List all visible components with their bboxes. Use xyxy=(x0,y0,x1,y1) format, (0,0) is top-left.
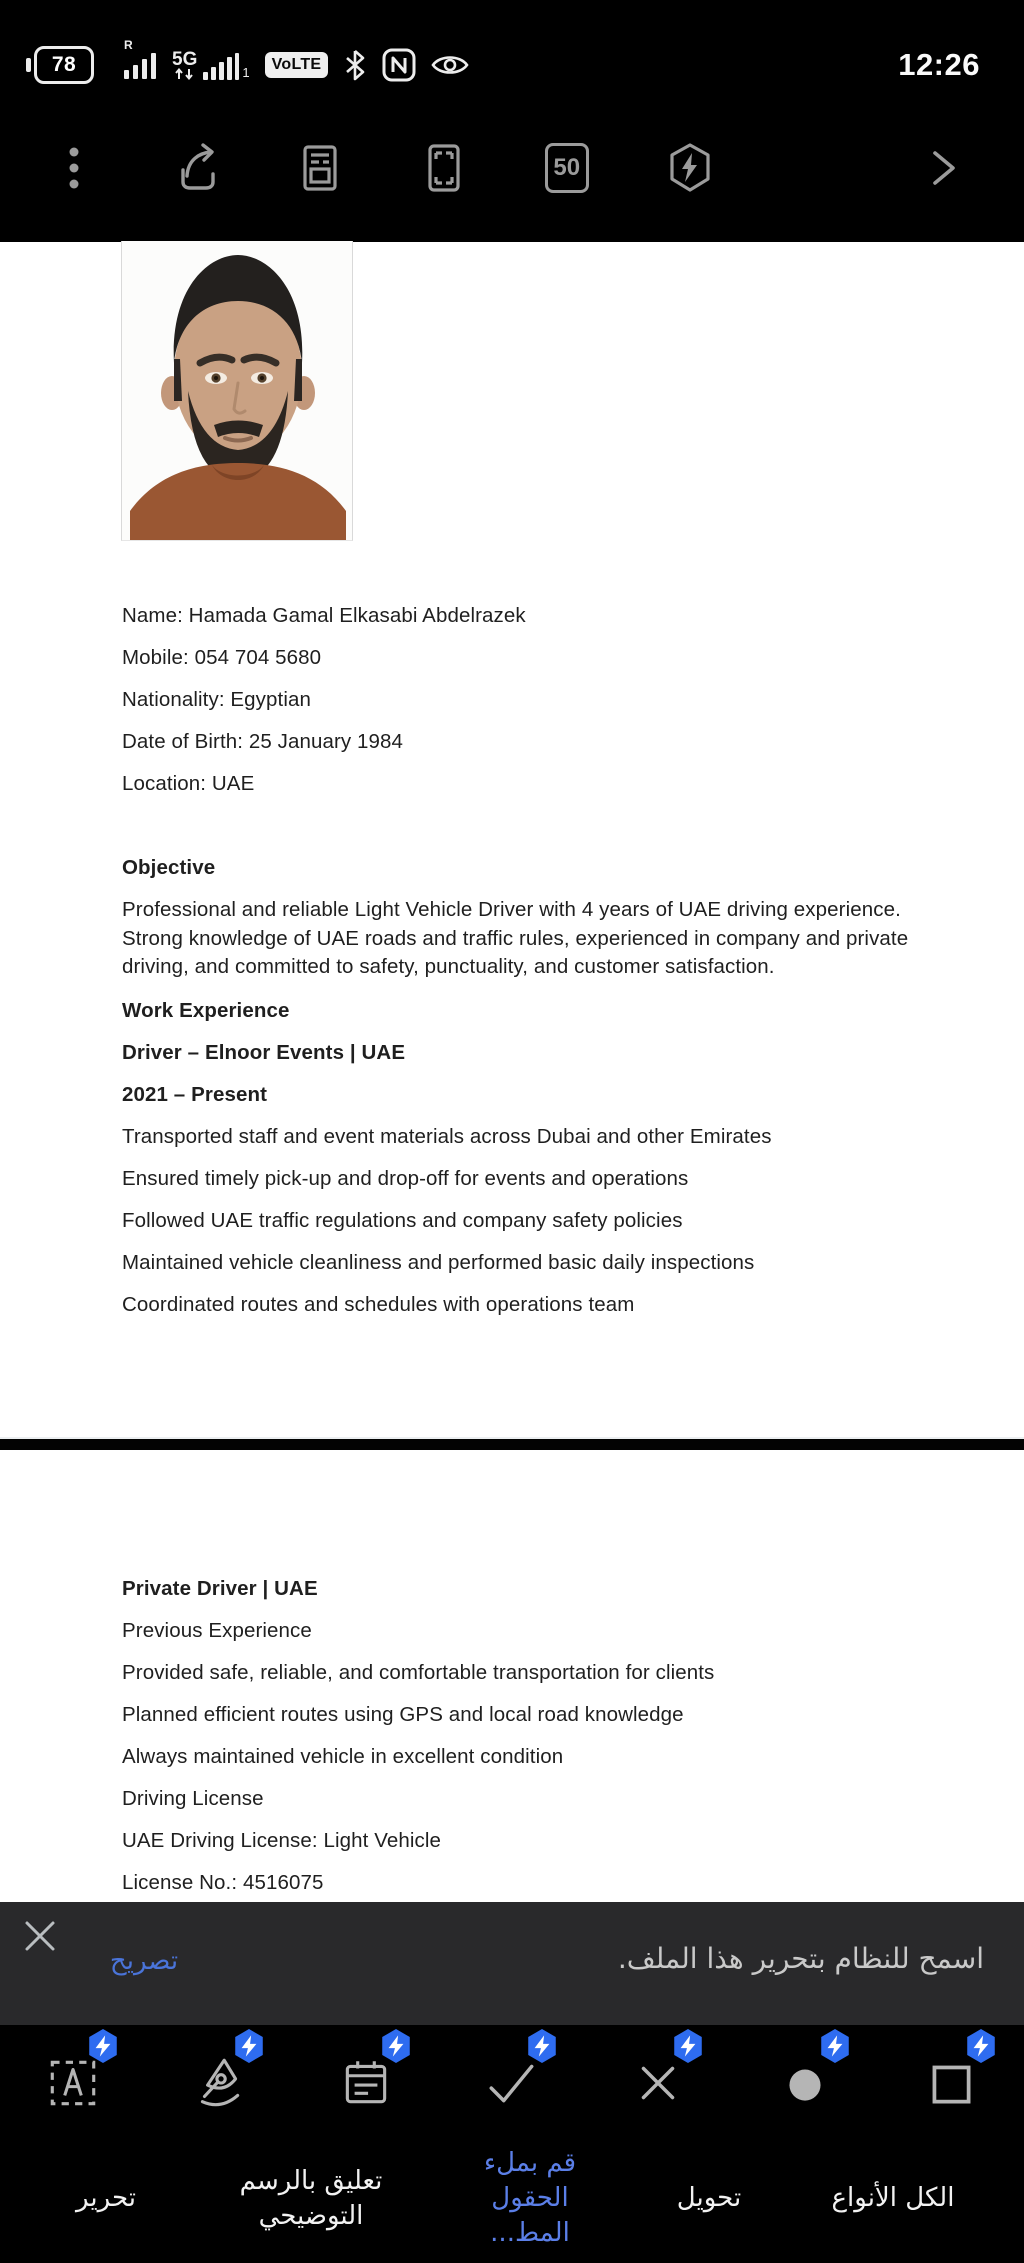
ellipse-stamp-button[interactable] xyxy=(731,2025,877,2140)
share-icon[interactable] xyxy=(169,140,225,196)
doc-line: Maintained vehicle cleanliness and performed basic daily inspections xyxy=(122,1250,755,1274)
signature-pen-button[interactable] xyxy=(146,2025,292,2140)
page-break xyxy=(0,1437,1024,1450)
updown-arrows-icon xyxy=(174,68,196,80)
network-label: 5G xyxy=(172,48,198,70)
roaming-label: R xyxy=(124,38,133,52)
doc-line: Mobile: 054 704 5680 xyxy=(122,646,322,669)
tab-convert[interactable]: تحويل xyxy=(676,2183,742,2213)
doc-paragraph-objective: Professional and reliable Light Vehicle Driver with 4 years of UAE driving experience. Strong knowledge of UAE roads and traffic rules, experienced in company and private driving, and committed to safety, punctuality, and customer satisfaction. xyxy=(122,898,909,978)
permission-message: اسمح للنظام بتحرير هذا الملف. xyxy=(617,1942,984,1975)
rectangle-stamp-button[interactable] xyxy=(878,2025,1024,2140)
tab-fill-fields[interactable]: قم بملء الحقول المط... xyxy=(483,2148,577,2248)
battery-percent: 78 xyxy=(51,53,77,76)
doc-line: License No.: 4516075 xyxy=(122,1871,324,1894)
blank-line xyxy=(122,805,926,847)
doc-line: Followed UAE traffic regulations and company safety policies xyxy=(122,1208,683,1232)
top-header xyxy=(0,0,1024,242)
page-counter-icon[interactable]: 50 xyxy=(539,140,595,196)
lightning-badge-icon xyxy=(817,2028,853,2069)
text-select-button[interactable] xyxy=(0,2025,146,2140)
lightning-badge-icon xyxy=(670,2028,706,2069)
approve-check-button[interactable] xyxy=(439,2025,585,2140)
lightning-badge-icon xyxy=(963,2028,999,2069)
clock: 12:26 xyxy=(898,47,980,82)
eye-comfort-icon xyxy=(431,52,469,78)
sim-index: 1 xyxy=(242,64,250,80)
tab-annotate[interactable]: تعليق بالرسم التوضيحي xyxy=(239,2165,383,2231)
kebab-menu-icon[interactable] xyxy=(46,140,102,196)
doc-line-employer: Driver – Elnoor Events | UAE xyxy=(122,1040,406,1064)
battery-icon xyxy=(26,46,94,84)
tab-all-types[interactable]: الكل الأنواع xyxy=(831,2183,955,2213)
annotation-toolbar xyxy=(0,2025,1024,2140)
doc-line: Nationality: Egyptian xyxy=(122,688,311,711)
cv-text-block-1 xyxy=(122,595,926,1326)
flash-shield-icon[interactable] xyxy=(662,140,718,196)
next-chevron-icon[interactable] xyxy=(916,140,972,196)
doc-line: Location: UAE xyxy=(122,772,255,795)
doc-line-period: 2021 – Present xyxy=(122,1082,267,1106)
doc-line: Planned efficient routes using GPS and local road knowledge xyxy=(122,1703,684,1726)
lightning-badge-icon xyxy=(231,2028,267,2069)
top-toolbar xyxy=(0,104,1024,242)
doc-line: Provided safe, reliable, and comfortable transportation for clients xyxy=(122,1661,715,1684)
reject-cross-button[interactable] xyxy=(585,2025,731,2140)
form-fill-button[interactable] xyxy=(293,2025,439,2140)
profile-photo xyxy=(121,241,353,541)
document-page-2[interactable] xyxy=(0,1450,1024,1902)
mode-tab-bar xyxy=(0,2140,1024,2263)
doc-line: Driving License xyxy=(122,1787,264,1810)
volte-badge: VoLTE xyxy=(265,52,329,78)
reader-view-icon[interactable] xyxy=(292,140,348,196)
cv-text-block-2 xyxy=(122,1568,926,1904)
close-icon[interactable] xyxy=(22,1918,58,1954)
signal-roaming-icon xyxy=(123,38,157,79)
doc-line: Always maintained vehicle in excellent condition xyxy=(122,1745,564,1768)
lightning-badge-icon xyxy=(378,2028,414,2069)
document-page-1[interactable] xyxy=(0,242,1024,1437)
doc-line: Ensured timely pick-up and drop-off for events and operations xyxy=(122,1166,689,1190)
signal-5g-icon xyxy=(172,48,250,80)
doc-heading-work-experience: Work Experience xyxy=(122,998,290,1022)
permission-banner xyxy=(0,1902,1024,2025)
doc-line: Coordinated routes and schedules with operations team xyxy=(122,1292,635,1316)
lightning-badge-icon xyxy=(85,2028,121,2069)
status-bar xyxy=(0,0,1024,104)
scan-frame-icon[interactable] xyxy=(416,140,472,196)
battery-nub xyxy=(26,58,31,72)
nfc-icon xyxy=(382,48,416,82)
doc-line: Previous Experience xyxy=(122,1619,312,1642)
doc-line: Name: Hamada Gamal Elkasabi Abdelrazek xyxy=(122,604,526,627)
grant-permission-link[interactable]: تصريح xyxy=(109,1946,179,1976)
doc-heading-objective: Objective xyxy=(122,856,216,879)
doc-line: UAE Driving License: Light Vehicle xyxy=(122,1829,442,1852)
tab-edit[interactable]: تحرير xyxy=(76,2183,136,2213)
doc-heading-private-driver: Private Driver | UAE xyxy=(122,1577,318,1600)
lightning-badge-icon xyxy=(524,2028,560,2069)
bluetooth-icon xyxy=(343,49,367,81)
doc-line: Transported staff and event materials across Dubai and other Emirates xyxy=(122,1124,772,1148)
doc-line: Date of Birth: 25 January 1984 xyxy=(122,730,404,753)
